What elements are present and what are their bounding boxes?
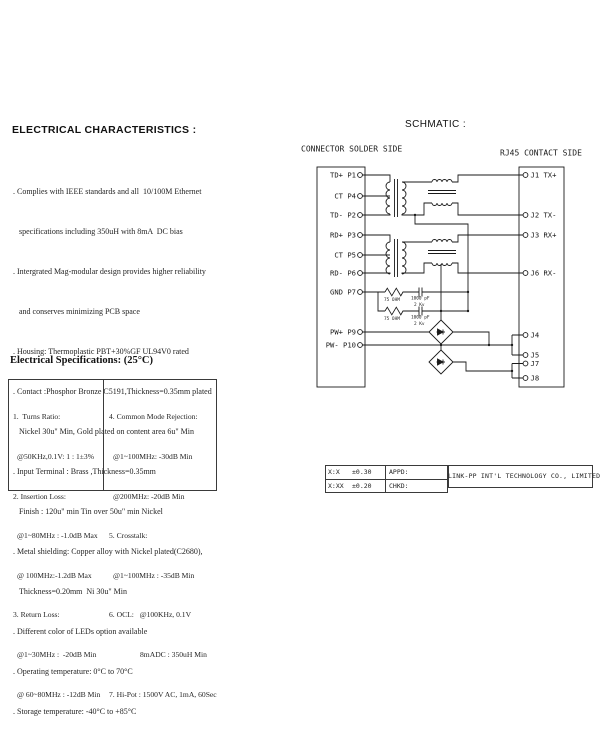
left-pin-labels (326, 170, 356, 349)
characteristic-line: . Complies with IEEE standards and all 10/100M Ethernet (13, 186, 202, 196)
pin-label-ct-p5: CT P5 (334, 250, 356, 260)
spec-line: 7. Hi-Pot : 1500V AC, 1mA, 60Sec (109, 689, 217, 699)
specifications-left-column (13, 384, 100, 714)
pin-label-pw-minus-p10: PW- P10 (325, 340, 356, 350)
resistor-label: 75 OHM (384, 297, 400, 303)
rx-common-mode-choke (428, 235, 523, 273)
characteristic-line: and conserves minimizing PCB space (19, 306, 140, 316)
pin-label-td-plus-p1: TD+ P1 (330, 170, 356, 180)
pin-label-j5: J5 (530, 350, 540, 360)
tolerance-row-1-value: ±0.30 (352, 468, 372, 476)
rx-isolation-transformer (362, 235, 432, 277)
power-wiring (362, 332, 523, 378)
pin-label-j2-tx-minus: J2 TX- (530, 210, 557, 220)
pin-label-rd-plus-p3: RD+ P3 (330, 230, 356, 240)
pin-label-ct-p4: CT P4 (334, 191, 356, 201)
approved-label: APPD: (389, 468, 409, 476)
characteristic-line: . Metal shielding: Copper alloy with Nickel plated(C2680), (13, 546, 203, 556)
junction-dots (414, 214, 513, 372)
right-pin-labels (531, 170, 558, 382)
spec-line: @200MHz: -20dB Min (113, 491, 185, 501)
pin-label-j6-rx-minus: J6 RX- (530, 268, 557, 278)
capacitor-rating-label: 2 Kv (414, 322, 425, 328)
spec-line: @50KHz,0.1V: 1 : 1±3% (17, 452, 95, 462)
left-pin-circles (358, 173, 363, 348)
specifications-right-column (109, 384, 217, 714)
pin-label-j4: J4 (530, 330, 540, 340)
electrical-specifications-heading: Electrical Specifications: (25°C) (10, 355, 153, 366)
bridge-rectifier-1 (429, 320, 453, 344)
pin-label-rd-minus-p6: RD- P6 (330, 268, 356, 278)
resistor-label: 75 OHM (384, 316, 400, 322)
characteristic-line: Finish : 120u" min Tin over 50u" min Nickel (19, 506, 163, 516)
spec-line: 1. Turns Ratio: (13, 412, 61, 422)
spec-line: @ 100MHz:-1.2dB Max (17, 570, 92, 580)
spec-line: 2. Insertion Loss: (13, 491, 66, 501)
capacitor-rating-label: 2 Kv (414, 303, 425, 309)
checked-label: CHKD: (389, 482, 409, 490)
spec-line: @1~30MHz : -20dB Min (17, 650, 97, 660)
characteristic-line: . Input Terminal : Brass ,Thickness=0.35mm (13, 466, 156, 476)
capacitor-value-label: 1000 pF (411, 296, 430, 302)
spec-line: @ 60~80MHz : -12dB Min (17, 689, 101, 699)
pin-label-gnd-p7: GND P7 (330, 287, 356, 297)
characteristic-line: . Different color of LEDs option available (13, 627, 148, 637)
pin-label-j3-rx-plus: J3 RX+ (530, 230, 557, 240)
capacitor-value-label: 1000 pF (411, 315, 430, 321)
tolerance-row-1-label: X:X (328, 468, 340, 476)
spec-line: 3. Return Loss: (13, 610, 60, 620)
pin-label-pw-plus-p9: PW+ P9 (330, 327, 356, 337)
characteristic-line: . Intergrated Mag-modular design provides higher reliability (13, 266, 206, 276)
spec-line: @1~80MHz : -1.0dB Max (17, 531, 98, 541)
resistor-75ohm-1 (385, 288, 419, 296)
characteristic-line: . Storage temperature: -40°C to +85°C (13, 707, 137, 717)
spec-line: 4. Common Mode Rejection: (109, 412, 198, 422)
pin-label-j1-tx-plus: J1 TX+ (530, 170, 557, 180)
tx-common-mode-choke (428, 175, 523, 215)
capacitor-1000pf-1 (419, 288, 422, 297)
spec-line: @1~100MHz: -30dB Min (113, 452, 193, 462)
title-block-divider-horizontal (325, 479, 448, 480)
tolerance-row-2-label: X:XX (328, 482, 344, 490)
specifications-table-divider (103, 379, 104, 491)
connector-solder-side-label: CONNECTOR SOLDER SIDE (301, 144, 403, 154)
right-pin-circles (523, 173, 528, 381)
spec-line: 5. Crosstalk: (109, 531, 148, 541)
bridge-rectifier-2 (429, 350, 453, 374)
characteristic-line: . Housing: Thermoplastic PBT+30%GF UL94V0 rated (13, 346, 189, 356)
pin-label-td-minus-p2: TD- P2 (330, 210, 356, 220)
spec-line: 6. OCL: @100KHz, 0.1V (109, 610, 192, 620)
characteristic-line: Thickness=0.20mm Ni 30u" Min (19, 587, 127, 596)
tolerance-row-2-value: ±0.20 (352, 482, 372, 490)
schematic-diagram (290, 140, 600, 400)
schematic-heading: SCHMATIC : (405, 119, 467, 130)
pin-label-j7: J7 (530, 358, 540, 368)
spec-line: @1~100MHz : -35dB Min (113, 570, 195, 580)
tx-isolation-transformer (362, 175, 432, 217)
electrical-characteristics-heading: ELECTRICAL CHARACTERISTICS : (12, 124, 197, 136)
characteristic-line: specifications including 350uH with 8mA DC bias (19, 226, 183, 236)
rj45-contact-side-label: RJ45 CONTACT SIDE (500, 148, 582, 158)
pin-label-j8: J8 (530, 373, 540, 383)
characteristic-line: Nickel 30u" Min, Gold plated on content area 6u" Min (19, 426, 194, 436)
company-name: LINK-PP INT'L TECHNOLOGY CO., LIMITED (448, 472, 600, 480)
characteristic-line: . Contact :Phosphor Bronze C5191,Thickness=0.35mm plated (13, 386, 212, 396)
resistor-75ohm-2 (385, 307, 419, 315)
spec-line: 8mADC : 350uH Min (140, 650, 207, 660)
characteristic-line: . Operating temperature: 0°C to 70°C (13, 667, 133, 677)
